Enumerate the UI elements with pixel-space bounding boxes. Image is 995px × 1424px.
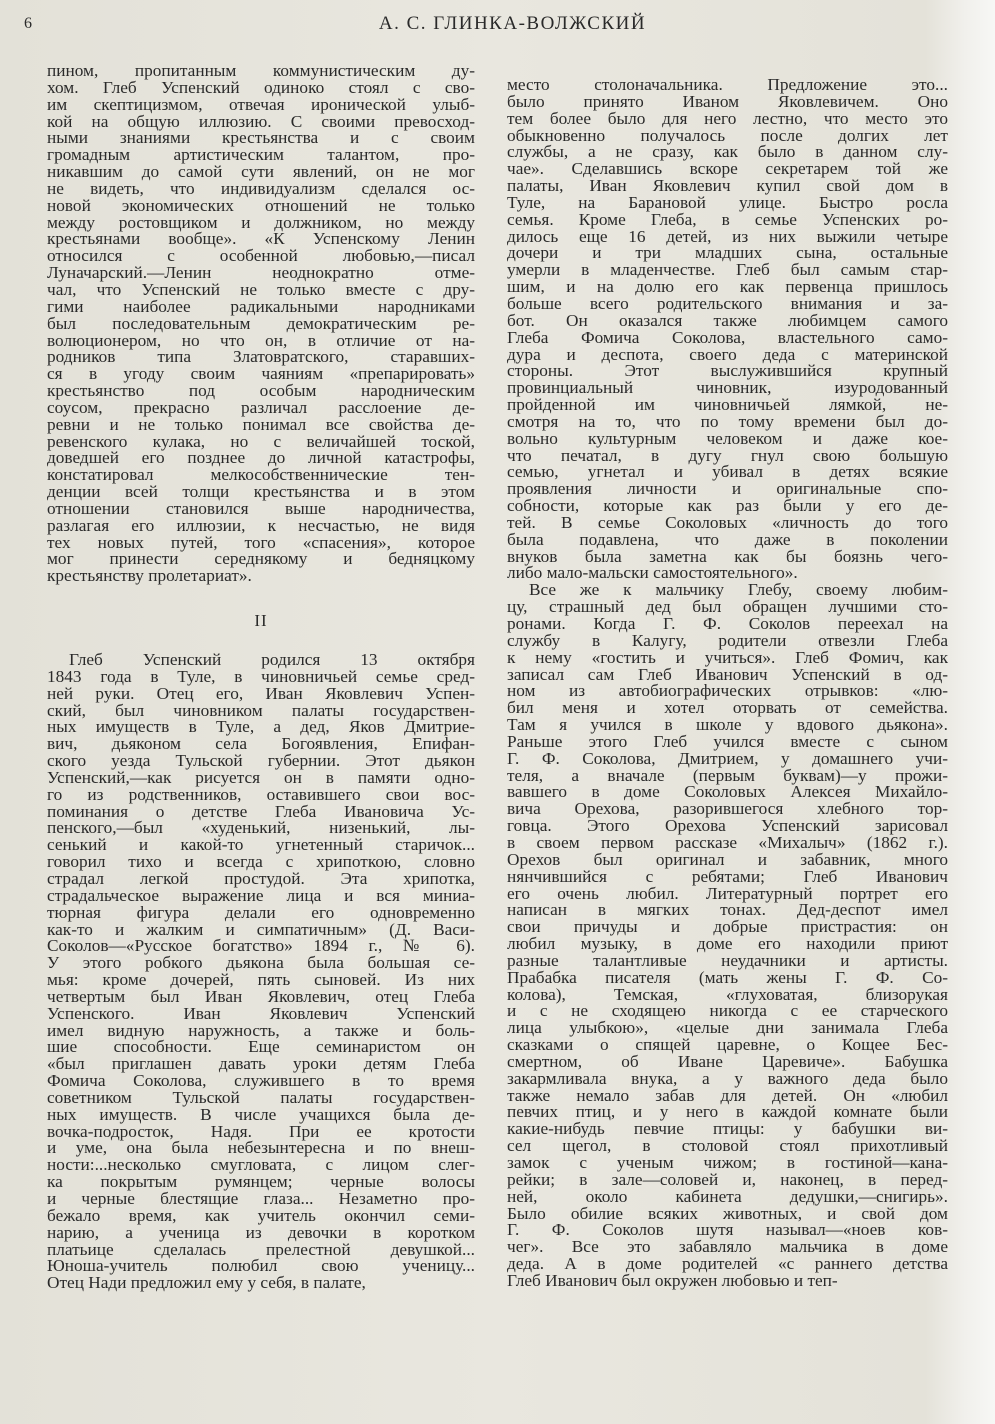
text-line: стороны. Этот выслужившийся крупный: [507, 361, 948, 381]
text-line: его очень любил. Литературный портрет его: [507, 883, 948, 903]
text-line: мья: кроме дочерей, пять сыновей. Из них: [47, 970, 475, 990]
text-line: внуков была заметна как бы боязнь чего-: [507, 546, 948, 566]
text-line: ней, около кабинета дедушки,—снигирь».: [507, 1186, 948, 1206]
text-line: певчих птиц, и у него в каждой комнате были: [507, 1102, 948, 1122]
text-line: также немало забав для детей. Он «любил: [507, 1085, 948, 1105]
text-line: провинциальный чиновник, изуродованный: [507, 378, 948, 398]
text-line: хом. Глеб Успенский одиноко стоял с сво-: [47, 77, 475, 97]
text-line: либо мало-мальски самостоятельного».: [507, 563, 798, 583]
text-line: службу в Калугу, родители отвезли Глеба: [507, 630, 948, 650]
text-line: Все же к мальчику Глебу, своему любим-: [529, 580, 948, 600]
text-line: страдал легкой простудой. Эта хрипотка,: [47, 868, 475, 888]
text-line: свои причуды и добрые пристрастия: он: [507, 917, 948, 937]
text-line: ского уезда Тульской губернии. Этот дьякон: [47, 751, 475, 771]
text-line: закармливала внука, а у важного деда было: [507, 1068, 948, 1088]
text-line: никавшим до самой сути явлений, он не мог: [47, 162, 475, 182]
text-line: соусом, прекрасно различал расслоение де-: [47, 397, 475, 417]
text-line: рейки; в зале—соловей и, наконец, в перед-: [507, 1169, 948, 1189]
text-line: ревни и не только понимал все свойства де-: [47, 414, 475, 434]
text-line: им скептицизмом, отвечая иронической улыб-: [47, 94, 475, 114]
text-line: семью, угнетал и убивал в детях всякие: [507, 462, 948, 482]
text-line: и уме, она была небезынтересна и по внеш-: [47, 1138, 475, 1158]
text-line: тюрная фигура делали его одновременно: [47, 902, 475, 922]
text-line: палаты, Иван Яковлевич купил свой дом в: [507, 176, 948, 196]
text-line: Соколов—«Русское богатство» 1894 г., № 6).: [47, 936, 475, 956]
text-line: вича Орехова, разорившегося хлебного тор-: [507, 799, 948, 819]
text-line: записал сам Глеб Иванович Успенский в од-: [507, 664, 948, 684]
text-line: ронами. Когда Г. Ф. Соколов переехал на: [507, 614, 948, 633]
text-line: доведшей его позднее до личной катастрофы,: [47, 448, 475, 468]
text-line: шим, и на долю его как первенца пришлось: [507, 277, 948, 297]
text-line: сел щегол, в столовой стоял прихотливый: [507, 1136, 948, 1156]
text-line: ся в угоду своим чаяниям «препарировать»: [47, 364, 475, 384]
text-line: Глеб Успенский родился 13 октября: [69, 650, 475, 669]
paragraph: [507, 77, 948, 582]
text-line: больше всего родительского внимания и за-: [507, 293, 948, 313]
text-line: теля, а вначале (первым буквам)—у прожи-: [507, 765, 948, 785]
text-line: пройденной им чиновничьей лямкой, не-: [507, 395, 948, 415]
text-line: проявления личности и оригинальные спо-: [507, 479, 948, 499]
text-line: любил музыку, в доме его находили приют: [507, 934, 948, 954]
text-line: ревенского кулака, но с величайшей тоской,: [47, 431, 475, 451]
text-line: деда. А в доме родителей «с раннего детства: [507, 1254, 948, 1274]
text-line: громадным артистическим талантом, про-: [47, 145, 475, 165]
text-line: была подавлена, что даже в поколении: [507, 529, 948, 549]
text-line: тем более было для него лестно, что место это: [507, 108, 948, 128]
text-line: как-то и жалким и симпатичным» (Д. Васи-: [47, 919, 475, 939]
right-column: [507, 77, 948, 1290]
text-line: умерли в младенчестве. Глеб был самым стар-: [507, 260, 948, 280]
text-line: отношении становился выше народничества,: [47, 498, 475, 518]
text-line: кой на общую иллюзию. С своими превосход-: [47, 111, 475, 131]
text-line: Фомича Соколова, служившего в то время: [47, 1071, 475, 1091]
text-line: говорил тихо и всегда с хрипоткою, словно: [47, 852, 475, 872]
text-line: говца. Этого Орехова Успенский зарисовал: [507, 816, 948, 836]
text-line: между ростовщиком и должником, но между: [47, 212, 475, 232]
text-line: замок с ученым чижом; в гостиной—кана-: [507, 1153, 948, 1172]
text-line: и с не сходящею никогда с ее старческого: [507, 1001, 948, 1021]
text-line: ский, был чиновником палаты государствен-: [47, 700, 475, 720]
text-line: тей. В семье Соколовых «личность до того: [507, 512, 948, 532]
text-line: ном из автобиографических отрывков: «лю-: [507, 681, 948, 701]
text-line: волюционером, но что он, в отличие от на-: [47, 330, 475, 350]
text-line: пенского,—был «худенький, низенький, лы-: [47, 818, 475, 838]
text-line: сенький и какой-то угнетенный старичок...: [47, 835, 475, 855]
text-line: Раньше этого Глеб учился вместе с сыном: [507, 731, 948, 751]
text-line: советником Тульской палаты государствен-: [47, 1087, 475, 1107]
text-line: денции всей толщи крестьянства и в этом: [47, 482, 475, 502]
page-number: 6: [24, 15, 32, 32]
text-line: колова), Темская, «глуховатая, близорукая: [507, 984, 948, 1004]
text-line: вич, дьяконом села Богоявления, Епифан-: [47, 734, 475, 754]
text-line: констатировал мелкособственнические тен-: [47, 465, 475, 485]
text-line: Прабабка писателя (мать жены Г. Ф. Со-: [507, 967, 948, 987]
text-line: шие способности. Еще семинаристом он: [47, 1037, 475, 1057]
text-line: платьице сделалась прелестной девушкой...: [47, 1239, 475, 1259]
text-line: что печатал, в дугу гнул свою большую: [507, 445, 948, 465]
text-line: чал, что Успенский не только вместе с дру-: [47, 279, 475, 299]
text-line: вольно культурным человеком и даже кое-: [507, 428, 948, 448]
text-line: дилось еще 16 детей, из них выжили четыре: [507, 226, 948, 246]
text-line: собности, которые как раз были у его де-: [507, 496, 948, 516]
text-line: страдальческое выражение лица и вся миниа-: [47, 885, 475, 905]
text-line: Там я учился в школе у вдового дьякона».: [507, 715, 948, 735]
text-line: У этого робкого дьякона была большая се-: [47, 953, 475, 973]
text-line: дура и деспота, своего деда с материнской: [507, 344, 948, 364]
text-line: тех новых путей, того «спасения», которое: [47, 532, 475, 552]
text-line: вавшего в доме Соколовых Алексея Михайло-: [507, 782, 948, 802]
text-line: го из родственников, оставившего свои вос-: [47, 784, 475, 804]
text-line: нянчившийся с ребятами; Глеб Иванович: [507, 866, 948, 886]
text-line: относился с особенной любовью,—писал: [47, 246, 475, 266]
left-column: [47, 63, 475, 1292]
text-line: цу, страшный дед был обращен лучшими сто-: [507, 597, 948, 617]
text-line: написан в мягких тонах. Дед-деспот имел: [507, 900, 948, 920]
text-line: разлагая его иллюзии, к несчастью, не видя: [47, 515, 475, 535]
running-head: А. С. ГЛИНКА-ВОЛЖСКИЙ: [378, 13, 647, 34]
text-line: ка покрытым румянцем; черные волосы: [47, 1172, 475, 1192]
paragraph: [47, 63, 475, 585]
text-line: смотря на то, что по тому времени был до-: [507, 411, 948, 431]
text-line: дочери и три младших сына, остальные: [507, 243, 948, 263]
text-line: службы, а не сразу, как было в данном слу-: [507, 142, 948, 162]
text-line: был последовательным демократическим ре-: [47, 313, 475, 333]
section-heading: II: [254, 611, 268, 631]
text-line: Успенского. Иван Яковлевич Успенский: [47, 1003, 475, 1023]
text-line: имел видную наружность, а также и боль-: [47, 1020, 475, 1040]
text-line: поминания о детстве Глеба Ивановича Ус-: [47, 801, 475, 821]
text-line: Глеба Фомича Соколова, властельного само-: [507, 327, 948, 347]
text-line: пином, пропитанным коммунистическим ду-: [47, 61, 475, 80]
text-line: какие-нибудь певчие птицы: у бабушки ви-: [507, 1119, 948, 1139]
text-line: обыкновенно получалось после долгих лет: [507, 125, 948, 145]
text-line: крестьянами вообще». «К Успенскому Ленин: [47, 229, 475, 249]
text-line: смертном, об Иване Царевиче». Бабушка: [507, 1051, 948, 1071]
text-line: крестьянству пролетариат».: [47, 566, 252, 586]
text-line: Глеб Иванович был окружен любовью и теп-: [507, 1270, 838, 1290]
text-line: новой экономических отношений не только: [47, 195, 475, 215]
paragraph: [47, 652, 475, 1292]
text-line: ных имуществ в Туле, а дед, Яков Дмитрие-: [47, 717, 475, 737]
text-line: Г. Ф. Соколов шутя называл—«ноев ков-: [507, 1220, 948, 1240]
text-line: чег». Все это забавляло мальчика в доме: [507, 1237, 948, 1257]
text-line: и черные блестящие глаза... Незаметно про-: [47, 1189, 475, 1208]
text-line: сказками о спящей царевне, о Кощее Бес-: [507, 1035, 948, 1055]
text-line: ных имуществ. В числе учащихся была де-: [47, 1104, 475, 1124]
text-line: ней руки. Отец его, Иван Яковлевич Успен-: [47, 683, 475, 703]
text-line: 1843 года в Туле, в чиновничьей семье сред-: [47, 666, 475, 686]
text-line: ности:...несколько смугловата, с лицом слег-: [47, 1155, 475, 1175]
text-line: не видеть, что индивидуализм сделался ос-: [47, 178, 475, 198]
text-line: Юноша-учитель полюбил свою ученицу...: [47, 1256, 475, 1276]
text-line: родников типа Златовратского, старавших-: [47, 347, 475, 367]
text-line: Успенский,—как рисуется он в памяти одно-: [47, 767, 475, 787]
text-line: бил меня и хотел оторвать от семейства.: [507, 698, 948, 718]
text-line: гими наиболее радикальными народниками: [47, 296, 475, 316]
text-line: вочка-подросток, Надя. При ее кротости: [47, 1121, 475, 1141]
text-line: четвертым был Иван Яковлевич, отец Глеба: [47, 986, 475, 1006]
text-line: бот. Он оказался также любимцем самого: [507, 310, 948, 330]
text-line: бежало время, как учитель окончил семи-: [47, 1205, 475, 1225]
text-line: «был приглашен давать уроки детям Глеба: [47, 1054, 475, 1074]
text-line: лица улыбкою», «целые дни занимала Глеба: [507, 1018, 948, 1038]
text-line: разные талантливые неудачники и артисты.: [507, 950, 948, 970]
text-line: место столоначальника. Предложение это...: [507, 75, 948, 94]
text-line: крестьянство под особым народническим: [47, 381, 475, 401]
paragraph: [507, 582, 948, 1289]
text-line: Луначарский.—Ленин неоднократно отме-: [47, 263, 475, 283]
text-line: было принято Иваном Яковлевичем. Оно: [507, 91, 948, 111]
text-line: ными знаниями крестьянства и с своим: [47, 128, 475, 148]
text-line: семья. Кроме Глеба, в семье Успенских ро-: [507, 209, 948, 229]
text-line: Отец Нади предложил ему у себя, в палате,: [47, 1273, 366, 1293]
text-line: мог принести середнякому и бедняцкому: [47, 549, 475, 569]
text-line: в своем первом рассказе «Михалыч» (1862 г.).: [507, 832, 948, 852]
text-line: Туле, на Барановой улице. Быстро росла: [507, 192, 948, 212]
text-line: к нему «гостить и учиться». Глеб Фомич, как: [507, 647, 948, 667]
text-line: Г. Ф. Соколова, Дмитрием, у домашнего учи-: [507, 748, 948, 768]
text-line: Орехов был оригинал и забавник, много: [507, 849, 948, 869]
text-line: нарию, а ученица из девочки в коротком: [47, 1222, 475, 1242]
text-line: чае». Сделавшись вскоре секретарем той же: [507, 159, 948, 179]
text-line: Было обилие всяких животных, и свой дом: [507, 1203, 948, 1223]
